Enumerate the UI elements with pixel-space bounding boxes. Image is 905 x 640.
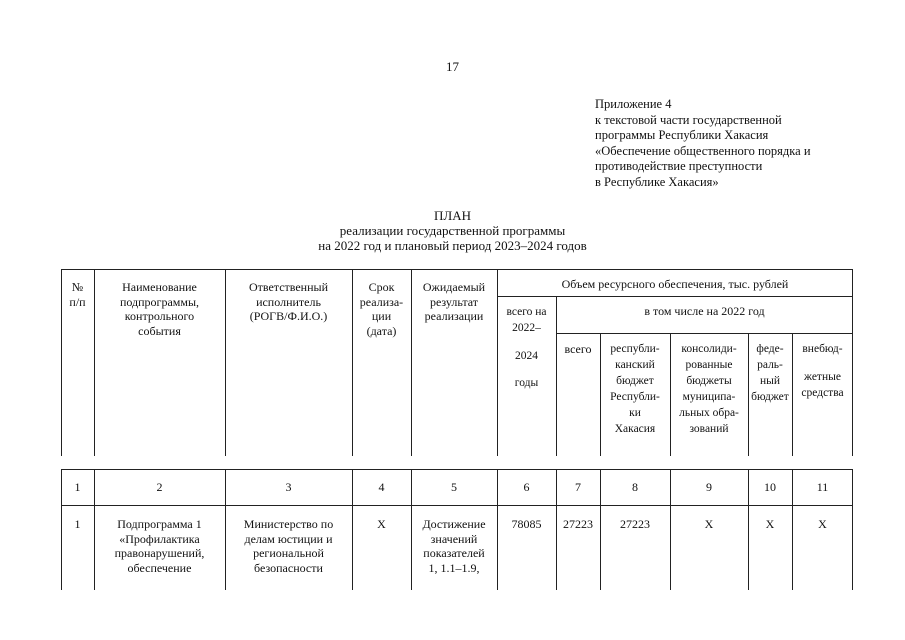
cell-line: 1, 1.1–1.9, [428,560,480,575]
cell-line: региональной [253,546,324,560]
appendix-block [595,97,811,190]
table-line [556,296,557,456]
cell-line: обеспечение [127,560,192,575]
cell-line: подпрограммы, [119,294,200,309]
cell-line: Ожидаемый [422,280,486,294]
header-volume: Объем ресурсного обеспечения, тыс. рублей [561,277,789,291]
cell-line: бюджет [616,375,654,387]
table-line [61,269,853,270]
cell-line: зований [689,423,729,435]
cell-line: делам юстиции и [244,531,333,546]
row1-municipal: X [704,517,714,531]
column-number: 2 [156,480,163,494]
row1-num: 1 [74,517,81,531]
appendix-line: программы Республики Хакасия [595,128,769,142]
cell-line: значений [430,531,478,546]
header-executor [225,280,352,324]
plan-subtitle-1: реализации государственной программы [339,223,566,238]
cell-line [497,364,556,376]
column-number: 10 [764,480,776,494]
cell-line: рованные [685,359,733,371]
plan-subtitle-2: на 2022 год и плановый период 2023–2024 годов [318,238,587,253]
cell-line: Срок [368,280,395,294]
appendix-line: Приложение 4 [595,97,672,111]
column-number: 3 [285,480,292,494]
table-line [61,505,853,506]
cell-line: Достижение [422,517,486,531]
cell-line: ции [371,309,392,323]
cell-line: реализации [424,309,484,323]
cell-line: Республи- [610,391,660,403]
cell-line: Хакасия [614,423,656,435]
cell-line: феде- [756,343,784,355]
row1-executor [225,517,352,575]
header-municipal [670,341,748,437]
cell-line: консолиди- [681,343,737,355]
cell-line: Ответственный [248,280,329,294]
cell-line: всего на [506,306,547,318]
cell-line: Наименование [122,280,197,294]
appendix-line: «Обеспечение общественного порядка и [595,143,811,158]
cell-line: (дата) [366,323,397,338]
cell-line: результат [429,294,479,309]
cell-line: контрольного [124,309,195,323]
row1-name [94,517,225,575]
cell-line: Министерство по [243,517,334,531]
cell-line: жетные [804,370,841,383]
cell-line: раль- [757,359,783,371]
header-result [411,280,497,324]
cell-line: ный [759,375,781,387]
cell-line: льных обра- [679,407,739,419]
cell-line: канский [615,359,655,371]
cell-line: внебюд- [802,343,843,355]
table-line [61,469,853,470]
column-number: 4 [378,480,385,494]
cell-line: муниципа- [682,391,736,403]
cell-line: средства [801,386,844,399]
column-number: 1 [74,480,81,494]
header-federal [748,341,792,405]
header-term [352,280,411,338]
header-total [497,304,556,391]
plan-title-block [0,208,905,253]
appendix-line: к текстовой части государственной [595,112,782,127]
cell-line [792,357,853,369]
cell-line: 2022– [512,322,541,334]
header-republic [600,341,670,437]
header-name [94,280,225,338]
row1-republic: 27223 [620,517,650,531]
column-number: 11 [816,480,829,494]
appendix-line: в Республике Хакасия» [595,174,719,189]
cell-line: п/п [69,294,86,309]
cell-line: (РОГВ/Ф.И.О.) [249,309,328,323]
appendix-line: противодействие преступности [595,159,763,173]
column-number: 5 [451,480,457,494]
row1-total: 78085 [511,517,542,531]
table-line [497,296,853,297]
column-number: 6 [523,480,530,494]
column-number: 9 [706,480,712,494]
row1-extra: X [818,517,827,531]
row1-sub-total: 27223 [563,517,593,531]
column-number: 7 [575,480,581,494]
cell-line: безопасности [254,560,323,575]
cell-line: республи- [610,343,660,355]
header-extra [792,341,853,401]
cell-line: исполнитель [256,294,321,309]
cell-line: показателей [423,546,485,560]
row1-term: X [377,517,386,531]
cell-line: ки [629,407,641,419]
row1-result [411,517,497,575]
plan-title: ПЛАН [434,208,471,223]
cell-line: годы [514,377,539,389]
cell-line [497,336,556,348]
cell-line: события [138,323,181,338]
cell-line: 2024 [515,349,538,362]
cell-line: Подпрограмма 1 [117,517,202,531]
cell-line: бюджет [751,391,789,403]
row1-federal: X [765,517,775,531]
header-num [61,280,94,309]
cell-line: правонарушений, [114,546,205,560]
page-number: 17 [446,59,459,74]
cell-line: бюджеты [686,375,732,387]
column-number: 8 [632,480,638,494]
header-including: в том числе на 2022 год [644,304,765,318]
header-sub-total: всего [564,342,592,356]
cell-line: «Профилактика [119,531,200,546]
cell-line: реализа- [359,294,404,309]
cell-line: № [71,280,84,294]
